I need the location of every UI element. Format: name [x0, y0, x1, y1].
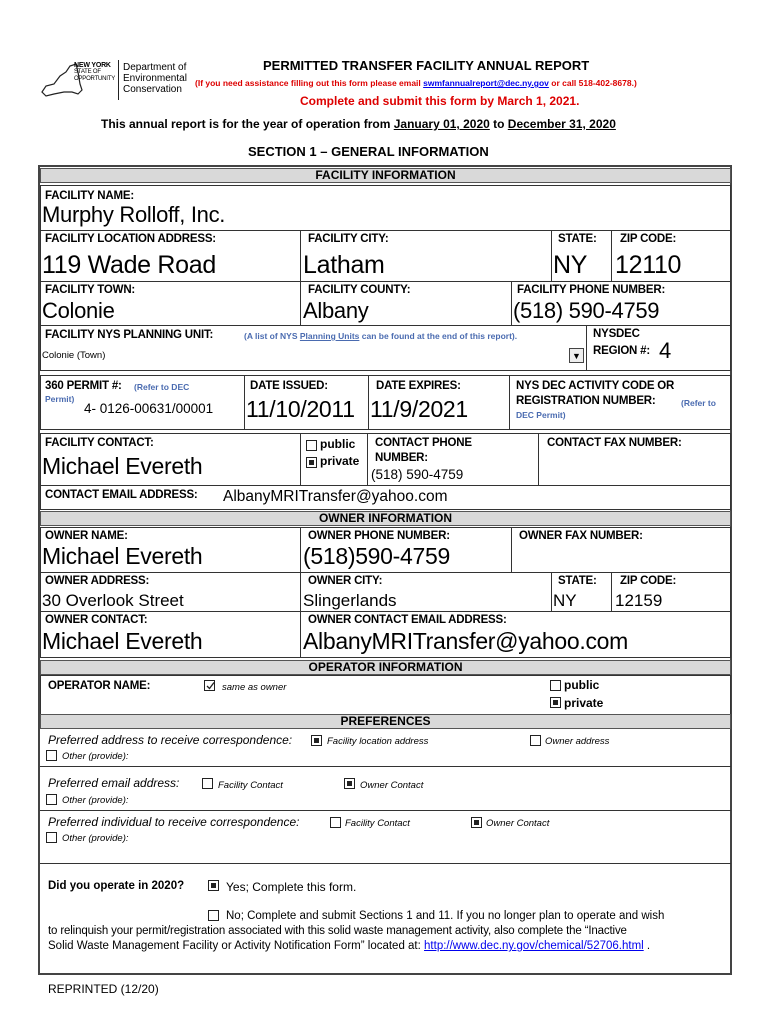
pref-address-question: Preferred address to receive correspondence:: [48, 733, 293, 747]
owner-address-label: OWNER ADDRESS:: [45, 575, 150, 587]
planning-unit-label: FACILITY NYS PLANNING UNIT:: [45, 329, 214, 341]
permit-label: 360 PERMIT #:: [45, 380, 122, 392]
operator-private-checkbox[interactable]: [550, 697, 561, 708]
pref-address-other-label: Other (provide):: [62, 751, 129, 762]
pref-address-owner-checkbox[interactable]: [530, 735, 541, 746]
pref-individual-other-label: Other (provide):: [62, 833, 129, 844]
pref-address-facility-label: Facility location address: [327, 736, 429, 747]
facility-contact-label: FACILITY CONTACT:: [45, 437, 154, 449]
date-expires-label: DATE EXPIRES:: [376, 380, 461, 392]
logo-state-line3: OPPORTUNITY: [74, 76, 116, 82]
planning-note-suffix: can be found at the end of this report).: [359, 331, 518, 341]
owner-fax-label: OWNER FAX NUMBER:: [519, 530, 643, 542]
owner-zip-label: ZIP CODE:: [620, 575, 677, 587]
facility-town-label: FACILITY TOWN:: [45, 284, 136, 296]
year-to: December 31, 2020: [507, 117, 616, 131]
pref-individual-owner-label: Owner Contact: [486, 818, 550, 829]
facility-county-label: FACILITY COUNTY:: [308, 284, 411, 296]
logo-state-line2: STATE OF: [74, 69, 101, 75]
owner-zip-value[interactable]: 12159: [615, 591, 663, 610]
assist-suffix: or call 518-402-8678.): [548, 78, 637, 88]
contact-phone-label-line1: CONTACT PHONE: [375, 437, 472, 449]
operate-no-line1: No; Complete and submit Sections 1 and 11. If you no longer plan to operate and wish: [226, 910, 665, 922]
contact-private-label: private: [320, 454, 360, 468]
owner-email-label: OWNER CONTACT EMAIL ADDRESS:: [308, 614, 507, 626]
notification-form-link[interactable]: http://www.dec.ny.gov/chemical/52706.html: [424, 940, 644, 952]
contact-phone-label-line2: NUMBER:: [375, 452, 428, 464]
operator-private-label: private: [564, 696, 604, 710]
year-prefix: This annual report is for the year of operation from: [101, 117, 394, 131]
activity-code-ref-line1: (Refer to: [681, 398, 716, 408]
activity-code-label-line1: NYS DEC ACTIVITY CODE OR: [516, 380, 675, 392]
planning-unit-note: [244, 331, 517, 341]
contact-public-checkbox[interactable]: [306, 440, 317, 451]
operator-name-label: OPERATOR NAME:: [48, 680, 151, 692]
preferences-header: PREFERENCES: [40, 714, 731, 729]
owner-address-value[interactable]: 30 Overlook Street: [42, 591, 184, 610]
pref-email-facility-checkbox[interactable]: [202, 778, 213, 789]
facility-county-value[interactable]: Albany: [303, 298, 369, 323]
pref-individual-facility-checkbox[interactable]: [330, 817, 341, 828]
logo-dept-line1: Department of: [123, 62, 187, 73]
owner-city-label: OWNER CITY:: [308, 575, 383, 587]
deadline-note: Complete and submit this form by March 1, 2021.: [300, 94, 580, 108]
permit-ref-note-line1: (Refer to DEC: [134, 382, 190, 392]
activity-code-label-line2: REGISTRATION NUMBER:: [516, 395, 656, 407]
report-title: PERMITTED TRANSFER FACILITY ANNUAL REPORT: [263, 58, 590, 73]
date-issued-value[interactable]: 11/10/2011: [246, 396, 355, 422]
assist-email-link[interactable]: swmfannualreport@dec.ny.gov: [423, 78, 549, 88]
operate-no-line3-prefix: Solid Waste Management Facility or Activity Notification Form” located at:: [48, 940, 425, 952]
pref-address-other-checkbox[interactable]: [46, 750, 57, 761]
owner-name-label: OWNER NAME:: [45, 530, 128, 542]
activity-code-ref-line2: DEC Permit): [516, 410, 566, 420]
pref-address-owner-label: Owner address: [545, 736, 610, 747]
year-to-word: to: [489, 117, 508, 131]
contact-phone-value[interactable]: (518) 590-4759: [371, 467, 464, 482]
permit-ref-note-line2: Permit): [45, 394, 75, 404]
planning-unit-value: Colonie (Town): [42, 350, 106, 361]
owner-contact-value[interactable]: Michael Evereth: [42, 628, 203, 654]
contact-email-label: CONTACT EMAIL ADDRESS:: [45, 489, 198, 501]
operate-no-line3: [48, 940, 650, 952]
dropdown-arrow-icon[interactable]: ▼: [569, 348, 584, 363]
owner-phone-value[interactable]: (518)590-4759: [303, 543, 450, 569]
year-statement: [101, 117, 616, 131]
assistance-note: [195, 78, 637, 88]
owner-email-value[interactable]: AlbanyMRITransfer@yahoo.com: [303, 628, 629, 654]
facility-contact-value[interactable]: Michael Evereth: [42, 453, 203, 479]
operate-no-line3-suffix: .: [643, 940, 651, 952]
pref-individual-other-checkbox[interactable]: [46, 832, 57, 843]
facility-town-value[interactable]: Colonie: [42, 298, 115, 323]
planning-note-prefix: (A list of NYS: [244, 331, 300, 341]
facility-name-value: Murphy Rolloff, Inc.: [42, 202, 226, 227]
contact-public-label: public: [320, 437, 356, 451]
operate-yes-checkbox[interactable]: [208, 880, 219, 891]
facility-zip-value[interactable]: 12110: [615, 251, 682, 279]
facility-phone-label: FACILITY PHONE NUMBER:: [517, 284, 666, 296]
operate-no-line2: to relinquish your permit/registration associated with this solid waste management activity, also complete the “Inactive: [48, 925, 627, 937]
operator-info-header: OPERATOR INFORMATION: [40, 660, 731, 675]
owner-phone-label: OWNER PHONE NUMBER:: [308, 530, 450, 542]
owner-name-value[interactable]: Michael Evereth: [42, 543, 203, 569]
region-label-line2: REGION #:: [593, 345, 650, 357]
pref-email-other-checkbox[interactable]: [46, 794, 57, 805]
owner-contact-label: OWNER CONTACT:: [45, 614, 148, 626]
owner-city-value[interactable]: Slingerlands: [303, 591, 397, 610]
operator-public-label: public: [564, 678, 600, 692]
owner-info-header: OWNER INFORMATION: [40, 511, 731, 526]
region-label-line1: NYSDEC: [593, 328, 640, 340]
checkmark-icon: [206, 681, 215, 690]
facility-zip-label: ZIP CODE:: [620, 233, 677, 245]
operate-no-checkbox[interactable]: [208, 910, 219, 921]
logo-dept-line2: Environmental: [123, 73, 187, 84]
pref-individual-facility-label: Facility Contact: [345, 818, 410, 829]
region-value[interactable]: 4: [659, 338, 671, 363]
operator-public-checkbox[interactable]: [550, 680, 561, 691]
facility-address-value[interactable]: 119 Wade Road: [42, 251, 216, 279]
same-as-owner-label: same as owner: [222, 682, 287, 693]
facility-phone-value[interactable]: (518) 590-4759: [513, 298, 660, 323]
logo-dept-line3: Conservation: [123, 84, 182, 95]
contact-email-value[interactable]: AlbanyMRITransfer@yahoo.com: [223, 488, 448, 505]
logo-state-line1: NEW YORK: [74, 62, 111, 69]
pref-address-facility-checkbox[interactable]: [311, 735, 322, 746]
year-from: January 01, 2020: [393, 117, 490, 131]
facility-address-label: FACILITY LOCATION ADDRESS:: [45, 233, 216, 245]
section-title: SECTION 1 – GENERAL INFORMATION: [248, 144, 489, 159]
contact-private-checkbox[interactable]: [306, 457, 317, 468]
contact-fax-label: CONTACT FAX NUMBER:: [547, 437, 682, 449]
pref-email-owner-checkbox[interactable]: [344, 778, 355, 789]
nys-logo: [40, 60, 190, 102]
facility-state-value[interactable]: NY: [553, 251, 588, 279]
pref-email-owner-label: Owner Contact: [360, 780, 424, 791]
date-expires-value[interactable]: 11/9/2021: [370, 396, 468, 422]
facility-city-value[interactable]: Latham: [303, 251, 385, 279]
assist-prefix: (If you need assistance filling out this form please email: [195, 78, 424, 88]
planning-units-link[interactable]: Planning Units: [299, 331, 360, 341]
date-issued-label: DATE ISSUED:: [250, 380, 328, 392]
pref-email-question: Preferred email address:: [48, 776, 180, 790]
pref-email-other-label: Other (provide):: [62, 795, 129, 806]
facility-city-label: FACILITY CITY:: [308, 233, 389, 245]
owner-state-label: STATE:: [558, 575, 597, 587]
operate-yes-label: Yes; Complete this form.: [226, 880, 357, 894]
pref-individual-owner-checkbox[interactable]: [471, 817, 482, 828]
planning-unit-select[interactable]: [40, 346, 585, 366]
facility-state-label: STATE:: [558, 233, 597, 245]
facility-name-label: FACILITY NAME:: [45, 190, 134, 202]
pref-email-facility-label: Facility Contact: [218, 780, 283, 791]
pref-individual-question: Preferred individual to receive correspondence:: [48, 815, 300, 829]
owner-state-value[interactable]: NY: [553, 591, 577, 610]
operate-question: Did you operate in 2020?: [48, 880, 185, 892]
reprinted-footer: REPRINTED (12/20): [48, 982, 159, 996]
facility-info-header: FACILITY INFORMATION: [40, 168, 731, 183]
permit-value[interactable]: 4- 0126-00631/00001: [84, 401, 214, 416]
